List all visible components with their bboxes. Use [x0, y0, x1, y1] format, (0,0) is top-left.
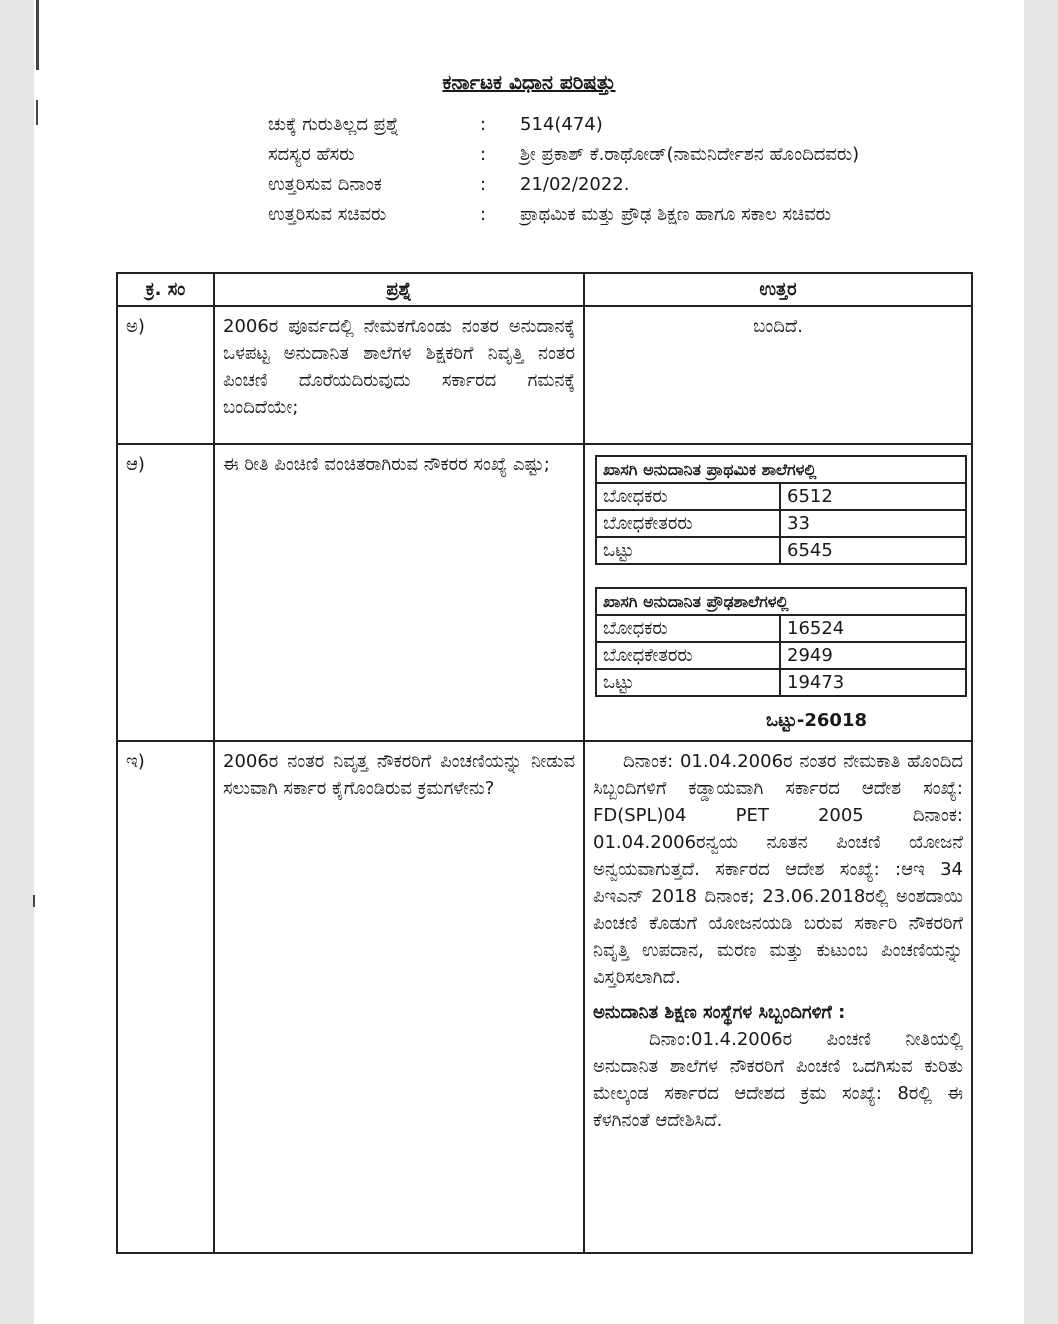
table-row — [596, 669, 966, 696]
col-header-answer: ಉತ್ತರ — [584, 273, 972, 306]
answer-subheading: ಅನುದಾನಿತ ಶಿಕ್ಷಣ ಸಂಸ್ಥೆಗಳ ಸಿಬ್ಬಂದಿಗಳಿಗೆ : — [593, 1002, 846, 1023]
table-row — [596, 642, 966, 669]
col-header-question: ಪ್ರಶ್ನೆ — [214, 273, 584, 306]
stat-value: 6512 — [780, 483, 966, 510]
row-number: ಆ) — [117, 444, 214, 741]
answer-cell — [584, 741, 972, 1253]
member-name: ಶ್ರೀ ಪ್ರಕಾಶ್ ಕೆ.ರಾಥೋಡ್(ನಾಮನಿರ್ದೇಶನ ಹೊಂದಿದವರು) — [520, 144, 860, 165]
question-number: 514(474) — [520, 114, 603, 135]
high-schools-table — [595, 587, 967, 697]
question-answer-table — [116, 272, 973, 1254]
col-header-serial: ಕ್ರ. ಸಂ — [117, 273, 214, 306]
scan-margin-mark — [36, 100, 38, 125]
table-row — [117, 306, 972, 444]
stat-label: ಒಟ್ಟು — [596, 537, 780, 564]
meta-colon: : — [480, 204, 487, 225]
meta-colon: : — [480, 114, 487, 135]
answer-cell — [584, 444, 972, 741]
scan-margin-mark — [33, 895, 35, 907]
question-text: ಈ ರೀತಿ ಪಿಂಚಿಣಿ ವಂಚಿತರಾಗಿರುವ ನೌಕರರ ಸಂಖ್ಯೆ ಎಷ್ಟು; — [214, 444, 584, 741]
stat-value: 33 — [780, 510, 966, 537]
stat-value: 6545 — [780, 537, 966, 564]
meta-row — [268, 142, 885, 168]
meta-label: ಉತ್ತರಿಸುವ ದಿನಾಂಕ — [268, 174, 382, 195]
table-row — [596, 483, 966, 510]
answer-paragraph: ದಿನಾಂ:01.4.2006ರ ಪಿಂಚಣಿ ನೀತಿಯಲ್ಲಿ ಅನುದಾನಿತ ಶಾಲೆಗಳ ನೌಕರರಿಗೆ ಪಿಂಚಣಿ ಒದಗಿಸುವ ಕುರಿತು ಮೇಲ್ಕಂಡ ಸರ್ಕಾರದ ಆದೇಶದ ಕ್ರಮ ಸಂಖ್ಯೆ: 8ರಲ್ಲಿ ಈ ಕೆಳಗಿನಂತೆ ಆದೇಶಿಸಿದೆ. — [593, 1029, 963, 1131]
primary-schools-heading: ಖಾಸಗಿ ಅನುದಾನಿತ ಪ್ರಾಥಮಿಕ ಶಾಲೆಗಳಲ್ಲಿ — [596, 456, 966, 483]
stat-label: ಬೋಧಕರು — [596, 615, 780, 642]
question-text: 2006ರ ಪೂರ್ವದಲ್ಲಿ ನೇಮಕಗೊಂಡು ನಂತರ ಅನುದಾನಕ್ಕೆ ಒಳಪಟ್ಟ ಅನುದಾನಿತ ಶಾಲೆಗಳ ಶಿಕ್ಷಕರಿಗೆ ನಿವೃತ್ತಿ ನಂತರ ಪಿಂಚಣಿ ದೊರೆಯದಿರುವುದು ಸರ್ಕಾರದ ಗಮನಕ್ಕೆ ಬಂದಿದೆಯೇ; — [214, 306, 584, 444]
answer-paragraph: ದಿನಾಂಕ: 01.04.2006ರ ನಂತರ ನೇಮಕಾತಿ ಹೊಂದಿದ ಸಿಬ್ಬಂದಿಗಳಿಗೆ ಕಡ್ಡಾಯವಾಗಿ ಸರ್ಕಾರದ ಆದೇಶ ಸಂಖ್ಯೆ: FD(SPL)04 PET 2005 ದಿನಾಂಕ: 01.04.2006ರನ್ವಯ ನೂತನ ಪಿಂಚಣಿ ಯೋಜನೆ ಅನ್ವಯವಾಗುತ್ತದೆ. ಸರ್ಕಾರದ ಆದೇಶ ಸಂಖ್ಯೆ: :ಆಇ 34 ಪಿಇಎನ್ 2018 ದಿನಾಂಕ; 23.06.2018ರಲ್ಲಿ ಅಂಶದಾಯಿ ಪಿಂಚಣಿ ಕೊಡುಗೆ ಯೋಜನಯಡಿ ಬರುವ ಸರ್ಕಾರಿ ನೌಕರರಿಗೆ ನಿವೃತ್ತಿ ಉಪದಾನ, ಮರಣ ಮತ್ತು ಕುಟುಂಬ ಪಿಂಚಣಿಯನ್ನು ವಿಸ್ತರಿಸಲಾಗಿದೆ. — [593, 751, 963, 988]
stat-label: ಬೋಧಕೇತರರು — [596, 510, 780, 537]
high-schools-heading: ಖಾಸಗಿ ಅನುದಾನಿತ ಪ್ರೌಢಶಾಲೆಗಳಲ್ಲಿ — [596, 588, 966, 615]
question-text: 2006ರ ನಂತರ ನಿವೃತ್ತ ನೌಕರರಿಗೆ ಪಿಂಚಣಿಯನ್ನು ನೀಡುವ ಸಲುವಾಗಿ ಸರ್ಕಾರ ಕೈಗೊಂಡಿರುವ ಕ್ರಮಗಳೇನು? — [214, 741, 584, 1253]
stat-value: 19473 — [780, 669, 966, 696]
table-row — [596, 615, 966, 642]
stat-label: ಬೋಧಕರು — [596, 483, 780, 510]
table-row — [596, 510, 966, 537]
table-row — [117, 741, 972, 1253]
meta-row — [268, 172, 885, 198]
scan-margin-mark — [36, 0, 39, 70]
stat-value: 16524 — [780, 615, 966, 642]
row-number: ಅ) — [117, 306, 214, 444]
meta-colon: : — [480, 144, 487, 165]
stat-label: ಒಟ್ಟು — [596, 669, 780, 696]
question-meta — [268, 112, 885, 232]
primary-schools-table — [595, 455, 967, 565]
meta-row — [268, 112, 885, 138]
stat-value: 2949 — [780, 642, 966, 669]
meta-label: ಚುಕ್ಕೆ ಗುರುತಿಲ್ಲದ ಪ್ರಶ್ನೆ — [268, 114, 400, 135]
meta-colon: : — [480, 174, 487, 195]
meta-row — [268, 202, 885, 228]
answer-text: ಬಂದಿದೆ. — [584, 306, 972, 444]
answering-minister: ಪ್ರಾಥಮಿಕ ಮತ್ತು ಪ್ರೌಢ ಶಿಕ್ಷಣ ಹಾಗೂ ಸಕಾಲ ಸಚಿವರು — [520, 204, 831, 225]
row-number: ಇ) — [117, 741, 214, 1253]
table-row — [596, 537, 966, 564]
table-header-row — [117, 273, 972, 306]
grand-total: ಒಟ್ಟು-26018 — [766, 710, 867, 731]
stat-label: ಬೋಧಕೇತರರು — [596, 642, 780, 669]
page-title: ಕರ್ನಾಟಕ ವಿಧಾನ ಪರಿಷತ್ತು — [442, 70, 616, 94]
table-row — [117, 444, 972, 741]
answer-date: 21/02/2022. — [520, 174, 630, 195]
meta-label: ಉತ್ತರಿಸುವ ಸಚಿವರು — [268, 204, 387, 225]
meta-label: ಸದಸ್ಯರ ಹೆಸರು — [268, 144, 355, 165]
